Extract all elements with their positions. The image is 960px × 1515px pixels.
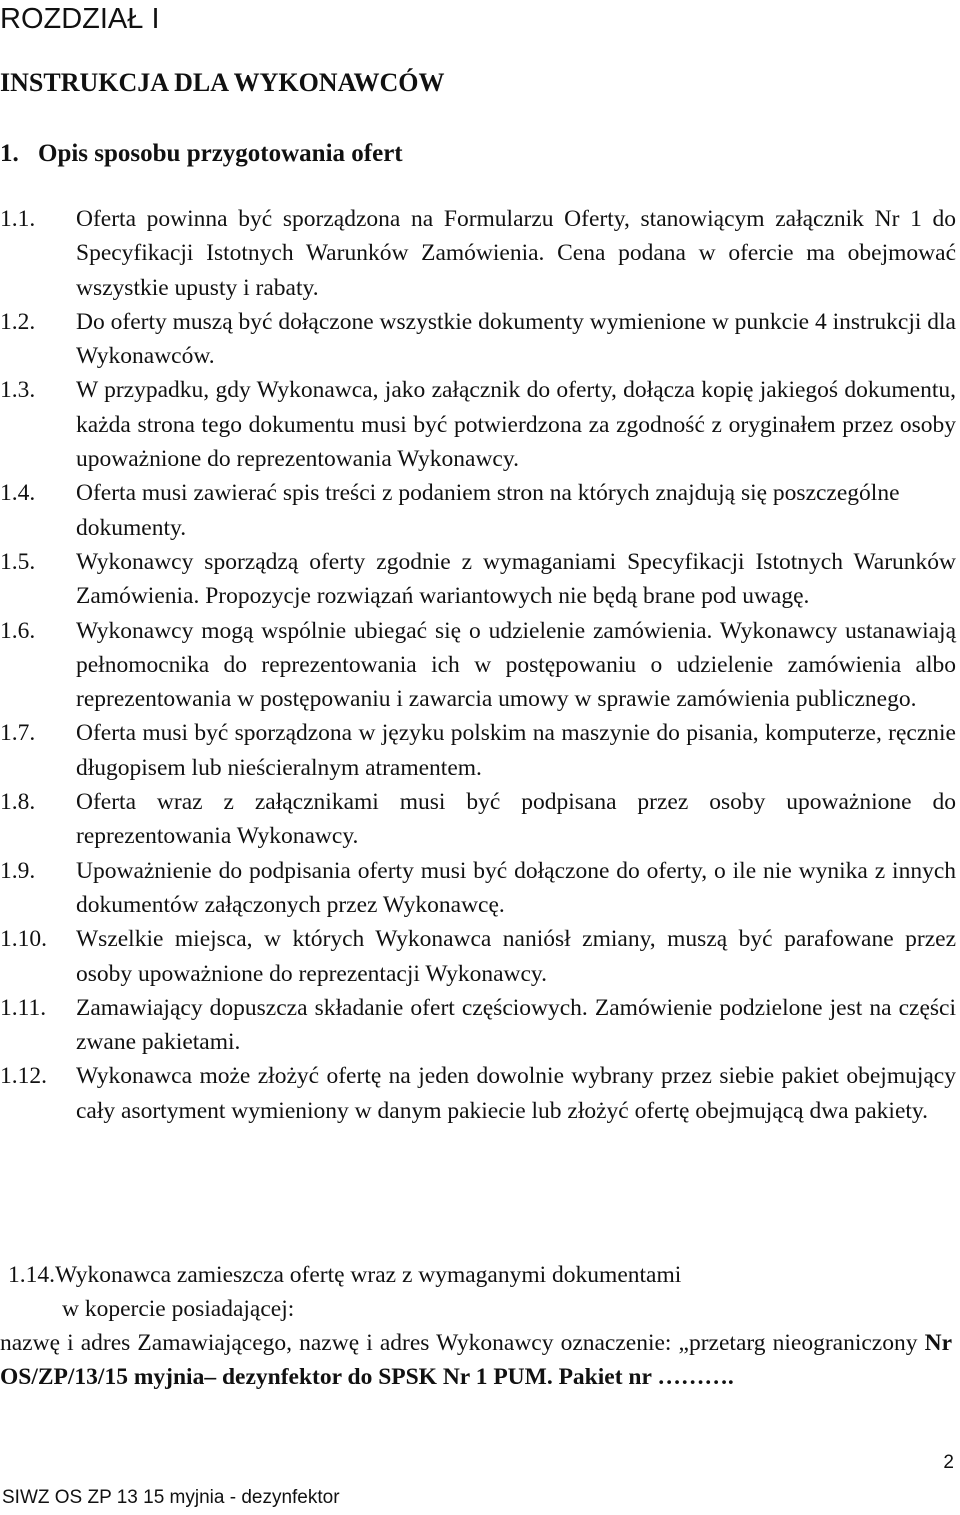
item-number: 1.10.	[0, 926, 47, 953]
item-text: Wszelkie miejsca, w których Wykonawca naniósł zmiany, muszą być parafowane przez osoby upoważnione do reprezentacji Wykonawcy.	[76, 926, 956, 987]
item-text: Wykonawcy sporządzą oferty zgodnie z wymaganiami Specyfikacji Istotnych Warunków Zamówienia. Propozycje rozwiązań wariantowych nie będą brane pod uwagę.	[76, 548, 956, 610]
envelope-marking	[0, 1326, 952, 1394]
instruction-list	[0, 202, 956, 1128]
item-text: Wykonawca zamieszcza ofertę wraz z wymaganymi dokumentami	[55, 1262, 682, 1288]
list-item	[0, 202, 956, 305]
list-item	[0, 991, 956, 1060]
item-number: 1.2.	[0, 308, 36, 335]
list-item	[0, 854, 956, 923]
item-text: Oferta musi zawierać spis treści z podaniem stron na których znajdują się poszczególne dokumenty.	[76, 480, 900, 541]
item-text: Wykonawcy mogą wspólnie ubiegać się o udzielenie zamówienia. Wykonawcy ustanawiają pełnomocnika do reprezentowania ich w postępowaniu o udzielenie zamówienia albo reprezentowania w postępowaniu i zawarcia umowy w sprawie zamówienia publicznego.	[76, 617, 956, 713]
chapter-title: ROZDZIAŁ I	[0, 3, 160, 35]
item-number: 1.3.	[0, 377, 36, 404]
item-text: Zamawiający dopuszcza składanie ofert częściowych. Zamówienie podzielone jest na części zwane pakietami.	[76, 994, 956, 1056]
envelope-reference: Nr OS/ZP/13/15 myjnia– dezynfektor do SPSK Nr 1 PUM. Pakiet nr ……….	[0, 1330, 952, 1390]
item-number: 1.6.	[0, 617, 36, 644]
item-text: Upoważnienie do podpisania oferty musi być dołączone do oferty, o ile nie wynika z innych dokumentów załączonych przez Wykonawcę.	[76, 857, 956, 918]
envelope-intro: nazwę i adres Zamawiającego, nazwę i adres Wykonawcy oznaczenie: „przetarg nieograniczony	[0, 1330, 925, 1356]
list-item	[0, 476, 956, 545]
section-heading	[0, 136, 403, 172]
list-item	[0, 1059, 956, 1128]
item-text: Oferta musi być sporządzona w języku polskim na maszynie do pisania, komputerze, ręcznie długopisem lub nieścieralnym atramentem.	[76, 720, 956, 781]
item-text: Wykonawca może złożyć ofertę na jeden dowolnie wybrany przez siebie pakiet obejmujący cały asortyment wymieniony w danym pakiecie lub złożyć ofertę obejmującą dwa pakiety.	[76, 1063, 956, 1124]
item-text-continuation: w kopercie posiadającej:	[62, 1296, 295, 1322]
page-footer: SIWZ OS ZP 13 15 myjnia - dezynfektor	[2, 1487, 340, 1508]
item-text: Oferta powinna być sporządzona na Formularzu Oferty, stanowiącym załącznik Nr 1 do Specyfikacji Istotnych Warunków Zamówienia. Cena podana w ofercie ma obejmować wszystkie upusty i rabaty.	[76, 206, 956, 301]
document-heading: INSTRUKCJA DLA WYKONAWCÓW	[0, 68, 445, 97]
item-number: 1.14.	[8, 1262, 55, 1288]
item-number: 1.12.	[0, 1063, 47, 1090]
list-item	[0, 922, 956, 991]
list-item	[0, 614, 956, 717]
item-text: W przypadku, gdy Wykonawca, jako załącznik do oferty, dołącza kopię jakiegoś dokumentu, każda strona tego dokumentu musi być potwierdzona za zgodność z oryginałem przez osoby upoważnione do reprezentowania Wykonawcy.	[76, 377, 956, 473]
page-number: 2	[943, 1452, 954, 1473]
item-number: 1.1.	[0, 206, 36, 232]
list-item	[0, 305, 956, 374]
item-number: 1.11.	[0, 994, 47, 1021]
list-item	[0, 545, 956, 614]
item-number: 1.5.	[0, 548, 36, 575]
item-number: 1.7.	[0, 720, 36, 747]
item-number: 1.8.	[0, 789, 36, 816]
section-number: 1.	[0, 140, 19, 167]
item-text: Oferta wraz z załącznikami musi być podpisana przez osoby upoważnione do reprezentowania Wykonawcy.	[76, 789, 956, 850]
item-number: 1.9.	[0, 857, 36, 884]
item-text: Do oferty muszą być dołączone wszystkie dokumenty wymienione w punkcie 4 instrukcji dla Wykonawców.	[76, 308, 956, 370]
item-number: 1.4.	[0, 480, 36, 507]
list-item-114	[8, 1258, 681, 1326]
section-title: Opis sposobu przygotowania ofert	[38, 140, 403, 167]
list-item	[0, 373, 956, 476]
list-item	[0, 716, 956, 785]
list-item	[0, 785, 956, 854]
